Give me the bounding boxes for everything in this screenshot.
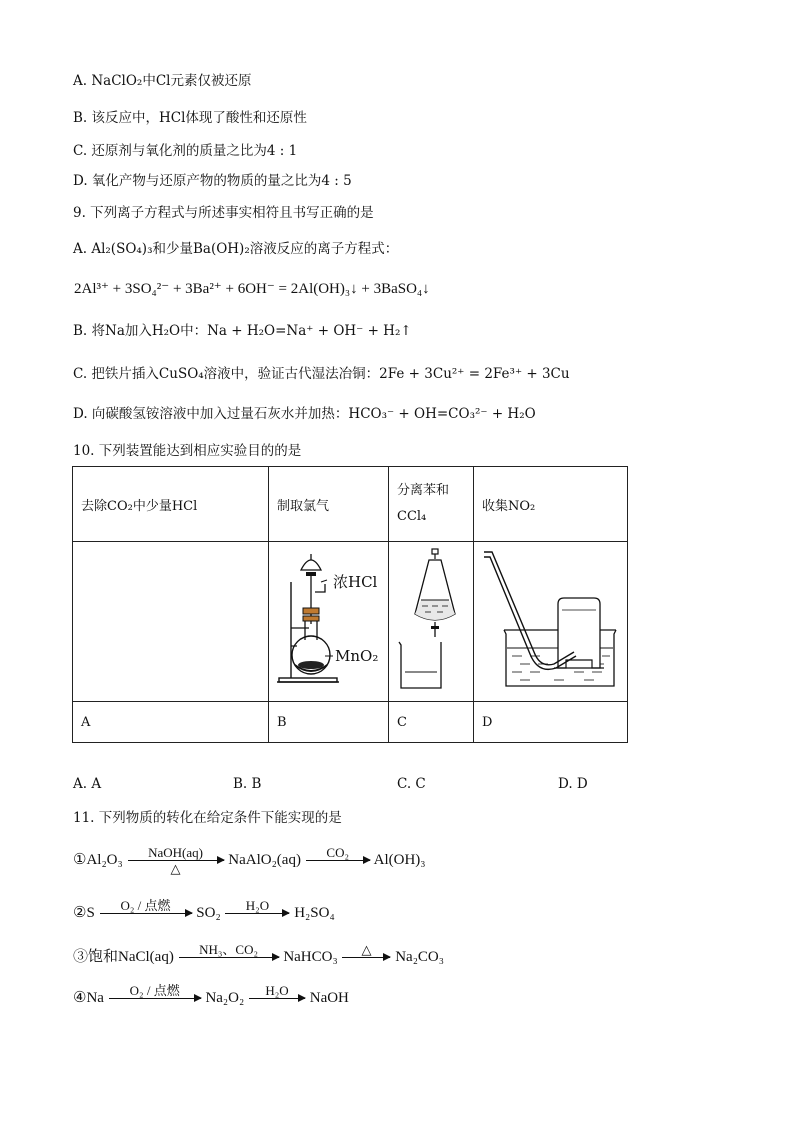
item-3-mid: NaHCO₃ [283, 948, 338, 965]
q9-option-b: B. 将Na加入H₂O中：Na + H₂O=Na⁺ + OH⁻ + H₂↑ [73, 323, 412, 339]
item-1-arrow-2-bottom [306, 861, 370, 876]
item-1-mid: NaAlO₂(aq) [228, 851, 301, 868]
item-1-start: ①Al₂O₃ [73, 851, 123, 868]
item-2-arrow-1 [100, 898, 192, 929]
item-3-arrow-1-top: NH₃、CO₂ [199, 942, 259, 957]
q10-answer-c: C. C [397, 776, 426, 792]
item-2-arrow-1-top: O₂ / 点燃 [120, 898, 171, 913]
item-2-start: ②S [73, 904, 95, 921]
figure-cell-c [389, 542, 474, 702]
item-4-mid: Na₂O₂ [205, 989, 245, 1006]
item-2-arrow-2 [225, 898, 289, 929]
item-3-arrow-1-bottom [179, 958, 279, 973]
header-cell-b: 制取氯气 [269, 467, 389, 542]
q8-option-c: C. 还原剂与氧化剂的质量之比为4 : 1 [73, 143, 298, 159]
q9-stem: 9. 下列离子方程式与所述事实相符且书写正确的是 [73, 205, 374, 221]
item-3-arrow-2 [342, 942, 390, 973]
q11-item-3 [73, 942, 444, 973]
reaction-arrow-icon [342, 957, 390, 958]
item-4-arrow-2-bottom [249, 999, 305, 1014]
q11-item-4 [73, 983, 349, 1014]
item-3-start: ③饱和NaCl(aq) [73, 948, 174, 965]
apparatus-table [72, 466, 628, 743]
figure-cell-a [73, 542, 269, 702]
item-2-arrow-1-bottom [100, 914, 192, 929]
item-4-arrow-1-bottom [109, 999, 201, 1014]
item-3-arrow-2-top: △ [361, 942, 372, 957]
header-cell-a: 去除CO₂中少量HCl [73, 467, 269, 542]
header-cell-c [389, 467, 474, 542]
q9-option-d: D. 向碳酸氢铵溶液中加入过量石灰水并加热：HCO₃⁻ + OH=CO₃²⁻ + H₂O [73, 406, 536, 422]
reaction-arrow-icon [100, 913, 192, 914]
item-4-arrow-1 [109, 983, 201, 1014]
item-4-arrow-2-top: H₂O [265, 983, 289, 998]
q9-option-a: A. Al₂(SO₄)₃和少量Ba(OH)₂溶液反应的离子方程式： [73, 241, 399, 257]
item-2-arrow-2-top: H₂O [245, 898, 270, 913]
item-1-arrow-2 [306, 845, 370, 876]
q11-item-1 [73, 845, 426, 876]
item-2-end: H₂SO₄ [294, 904, 335, 921]
header-cell-c-line2: CCl₄ [397, 509, 427, 524]
q10-answer-b: B. B [233, 776, 262, 792]
row-label-b: B [269, 702, 389, 743]
row-label-c: C [389, 702, 474, 743]
item-4-end: NaOH [309, 989, 349, 1006]
chlorine-generator-figure [269, 542, 388, 697]
label-mno2: MnO₂ [335, 647, 379, 665]
label-conc-hcl: 浓HCl [333, 573, 378, 591]
q8-option-d: D. 氧化产物与还原产物的物质的量之比为4 : 5 [73, 173, 352, 189]
item-4-arrow-1-top: O₂ / 点燃 [129, 983, 180, 998]
figure-cell-b [269, 542, 389, 702]
item-3-end: Na₂CO₃ [395, 948, 444, 965]
item-4-arrow-2 [249, 983, 305, 1014]
q9-option-a-equation: 2Al³⁺ + 3SO₄²⁻ + 3Ba²⁺ + 6OH⁻ = 2Al(OH)₃↓ + 3BaSO₄↓ [74, 281, 430, 297]
header-cell-c-line1: 分离苯和 [397, 483, 450, 498]
item-3-arrow-1 [179, 942, 279, 973]
q8-option-b: B. 该反应中，HCl体现了酸性和还原性 [73, 110, 307, 126]
reaction-arrow-icon [225, 913, 289, 914]
item-1-arrow-1-top: NaOH(aq) [148, 845, 203, 860]
item-1-arrow-2-top: CO₂ [326, 845, 349, 860]
reaction-arrow-icon [109, 998, 201, 999]
q11-item-2 [73, 898, 335, 929]
reaction-arrow-icon [179, 957, 279, 958]
q10-stem: 10. 下列装置能达到相应实验目的的是 [73, 443, 302, 459]
row-label-a: A [73, 702, 269, 743]
reaction-arrow-icon [306, 860, 370, 861]
separatory-funnel-figure [389, 542, 473, 697]
header-cell-d: 收集NO₂ [474, 467, 628, 542]
q10-answer-a: A. A [73, 776, 102, 792]
q8-option-a: A. NaClO₂中Cl元素仅被还原 [73, 73, 252, 89]
row-label-d: D [474, 702, 628, 743]
reaction-arrow-icon [249, 998, 305, 999]
item-1-arrow-1-bottom: △ [170, 861, 181, 876]
figure-cell-d [474, 542, 628, 702]
item-2-arrow-2-bottom [225, 914, 289, 929]
item-1-arrow-1 [128, 845, 224, 876]
gas-collection-figure [474, 542, 627, 697]
item-2-mid: SO₂ [196, 904, 221, 921]
q10-answer-d: D. D [558, 776, 588, 792]
item-4-start: ④Na [73, 989, 104, 1006]
reaction-arrow-icon [128, 860, 224, 861]
item-1-end: Al(OH)₃ [373, 851, 426, 868]
q9-option-c: C. 把铁片插入CuSO₄溶液中，验证古代湿法冶铜：2Fe + 3Cu²⁺ = 2Fe³⁺ + 3Cu [73, 366, 570, 382]
q11-stem: 11. 下列物质的转化在给定条件下能实现的是 [73, 810, 342, 826]
